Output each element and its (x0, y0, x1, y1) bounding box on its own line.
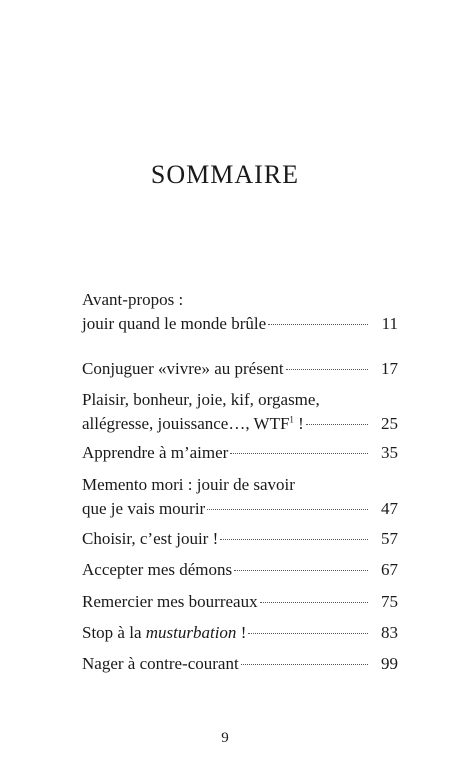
toc-entry-remercier (82, 590, 398, 614)
toc-entry-title (82, 621, 246, 645)
toc-entry-memento-mori (82, 473, 398, 521)
folio-page-number: 9 (221, 730, 229, 746)
toc-entry-text: ! (236, 623, 247, 642)
toc-entry-title-line2: jouir quand le monde brûle (82, 314, 267, 333)
toc-page-number: 25 (381, 414, 398, 433)
dot-leader (230, 453, 368, 454)
footnote-marker: 1 (289, 414, 294, 425)
dot-leader (286, 369, 368, 370)
toc-page-number: 99 (381, 654, 398, 673)
toc-page-number: 17 (381, 359, 398, 378)
page-title: SOMMAIRE (150, 160, 300, 189)
dot-leader (248, 633, 368, 634)
toc-page-number: 57 (381, 529, 398, 548)
toc-page-number: 83 (381, 623, 398, 642)
toc-entry-accepter (82, 558, 398, 582)
toc-entry-title-line2 (82, 412, 304, 436)
toc-entry-title: Remercier mes bourreaux (82, 592, 258, 611)
toc-entry-conjuguer (82, 357, 398, 381)
toc-page-number: 11 (381, 314, 398, 333)
toc-entry-title-line1: Memento mori : jouir de savoir (82, 475, 295, 494)
dot-leader (268, 324, 368, 325)
toc-entry-title: Choisir, c’est jouir ! (82, 529, 219, 548)
toc-entry-plaisir (82, 388, 398, 436)
toc-entry-title: Accepter mes démons (82, 560, 233, 579)
toc-entry-title: Nager à contre-courant (82, 654, 239, 673)
toc-page-number: 75 (381, 592, 398, 611)
toc-entry-apprendre (82, 441, 398, 465)
dot-leader (220, 539, 368, 540)
toc-entry-stop (82, 621, 398, 645)
toc-entry-title-line1: Plaisir, bonheur, joie, kif, orgasme, (82, 390, 320, 409)
toc-entry-choisir (82, 527, 398, 551)
dot-leader (241, 664, 368, 665)
toc-entry-text: ! (293, 414, 304, 433)
toc-page-number: 47 (381, 499, 398, 518)
dot-leader (234, 570, 368, 571)
toc-entry-title-line2: que je vais mourir (82, 499, 206, 518)
toc-page-number: 35 (381, 443, 398, 462)
dot-leader (260, 602, 368, 603)
toc-entry-nager (82, 652, 398, 676)
toc-page-number: 67 (381, 560, 398, 579)
dot-leader (207, 509, 368, 510)
toc-entry-title-line1: Avant-propos : (82, 290, 184, 309)
dot-leader (306, 424, 368, 425)
toc-entry-title: Conjuguer «vivre» au présent (82, 359, 284, 378)
toc-entry-avant-propos (82, 288, 398, 336)
toc-entry-title: Apprendre à m’aimer (82, 443, 229, 462)
toc-entry-text: Stop à la (82, 623, 146, 642)
toc-entry-emphasis: musturbation (145, 623, 237, 642)
toc-entry-text: allégresse, jouissance…, WTF (82, 414, 290, 433)
